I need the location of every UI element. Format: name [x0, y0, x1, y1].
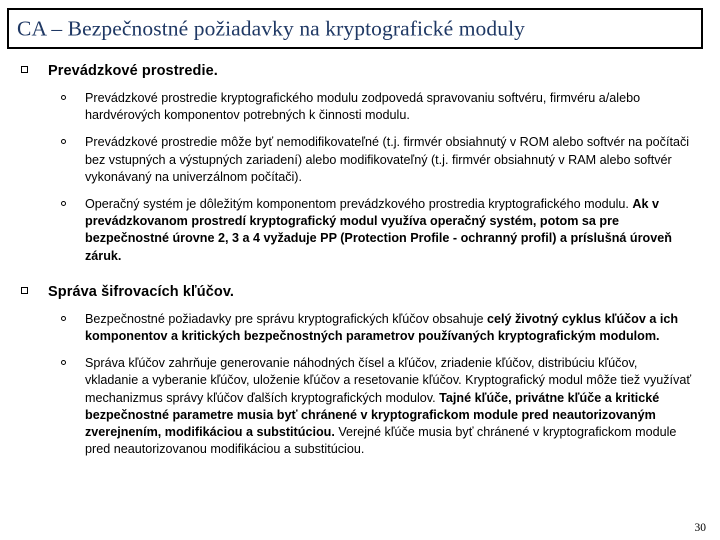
text-bold: Ak v prevádzkovanom prostredí kryptografický modul využíva operačný systém, potom sa pre bezpečnostné úrovne 2, 3 a 4 vyžaduje PP (Protection Profile - ochranný profil) a príslušná úroveň záruk. — [85, 197, 672, 263]
circle-bullet-icon — [61, 95, 66, 100]
list-item — [0, 90, 720, 124]
circle-bullet-icon — [61, 201, 66, 206]
section-spacer — [0, 265, 720, 283]
list-item — [0, 355, 720, 458]
circle-bullet-icon — [61, 139, 66, 144]
square-bullet-icon — [21, 287, 28, 294]
text-plain: Prevádzkové prostredie môže byť nemodifikovateľné (t.j. firmvér obsiahnutý v ROM alebo softvér na počítači bez vstupných a výstupných zariadení) alebo modifikovateľný (t.j. firmvér obsiahnutý v RAM alebo softvér vykonávaný na univerzálnom počítači). — [85, 135, 690, 184]
list-item-text — [85, 196, 692, 265]
content-placeholder — [0, 62, 720, 458]
circle-bullet-icon — [61, 360, 66, 365]
page-title: CA – Bezpečnostné požiadavky na kryptografické moduly — [17, 15, 526, 40]
text-bold: Tajné kľúče, privátne kľúče a kritické bezpečnostné parametre musia byť chránené v kryptografickom module pred neautorizovaným zverejnením, modifikáciou a substitúciou. — [85, 390, 660, 440]
list-item-text — [85, 355, 692, 458]
text-bold: celý životný cyklus kľúčov a ich komponentov a kritických bezpečnostných parametrov používaných kryptografickým modulom. — [85, 311, 679, 344]
circle-bullet-icon — [61, 316, 66, 321]
text-plain: Operačný systém je dôležitým komponentom prevádzkového prostredia kryptografického modulu. — [85, 197, 633, 212]
list-item — [0, 134, 720, 186]
slide-number: 30 — [694, 522, 706, 534]
section-heading-2 — [0, 283, 720, 301]
section-heading-1 — [0, 62, 720, 80]
title-placeholder — [7, 8, 703, 49]
text-plain: Bezpečnostné požiadavky pre správu kryptografických kľúčov obsahuje — [85, 311, 487, 326]
section-heading-label: Správa šifrovacích kľúčov. — [48, 283, 235, 300]
list-item — [0, 196, 720, 265]
section-heading-label: Prevádzkové prostredie. — [48, 63, 218, 79]
list-item-text — [85, 134, 692, 186]
text-plain: Správa kľúčov zahrňuje generovanie náhodných čísel a kľúčov, zriadenie kľúčov, distribúciu kľúčov, vkladanie a vyberanie kľúčov, uloženie kľúčov a resetovanie kľúčov. Kryptografický modul môže tiež využívať mechanizmus správy kľúčov ďalších kryptografických modulov. — [85, 356, 692, 405]
list-item — [0, 311, 720, 345]
list-item-text — [85, 90, 692, 124]
list-item-text — [85, 311, 692, 345]
square-bullet-icon — [21, 66, 28, 73]
text-plain: Prevádzkové prostredie kryptografického modulu zodpovedá spravovaniu softvéru, firmvéru a/alebo hardvérových komponentov potrebných k činnosti modulu. — [85, 91, 641, 123]
text-plain-tail: Verejné kľúče musia byť chránené v kryptografickom module pred neautorizovanou modifikáciou a substitúciou. — [85, 425, 677, 457]
